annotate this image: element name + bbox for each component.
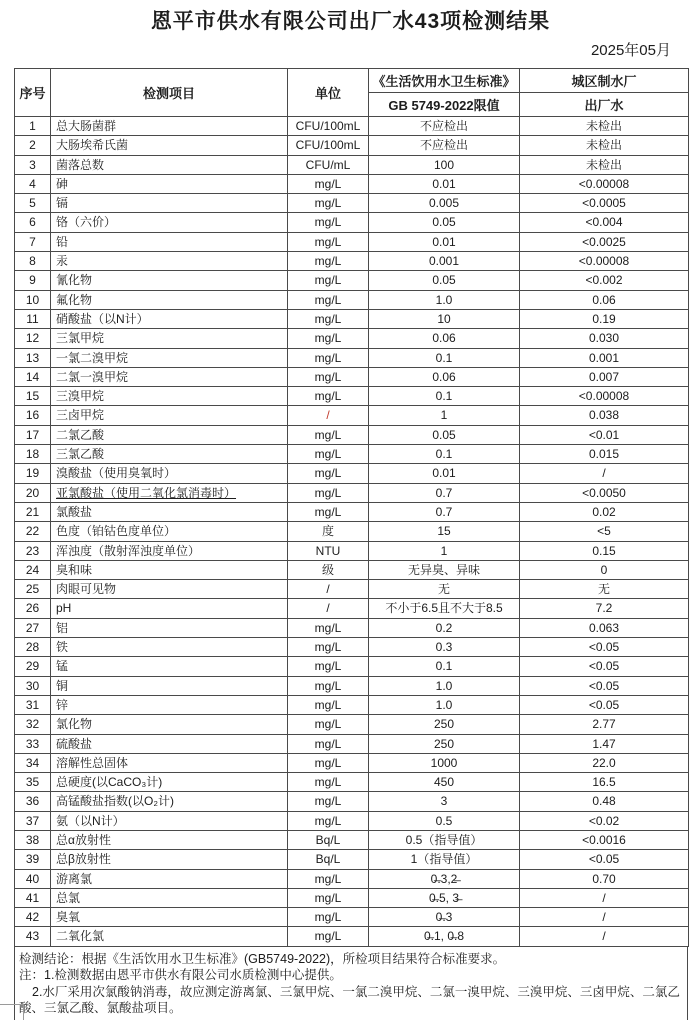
cell-unit: mg/L [288,194,369,213]
cell-result: 0 [520,560,689,579]
table-row [15,194,689,213]
table-row [15,638,689,657]
table-row [15,811,689,830]
cell-result: 未检出 [520,117,689,136]
cell-limit: 1（指导值） [369,850,520,869]
cell-item: 总硬度(以CaCO₃计) [51,773,288,792]
cell-limit: 无 [369,580,520,599]
cell-unit: mg/L [288,252,369,271]
cell-item: 总大肠菌群 [51,117,288,136]
cell-no: 7 [15,232,51,251]
cell-unit: mg/L [288,464,369,483]
cell-result: 1.47 [520,734,689,753]
header-col-unit: 单位 [288,69,369,117]
cell-item: 总β放射性 [51,850,288,869]
header-outlet-water: 出厂水 [520,93,689,117]
cell-result: 未检出 [520,136,689,155]
cell-limit: 0.01 [369,232,520,251]
cell-unit: mg/L [288,348,369,367]
cell-unit: mg/L [288,232,369,251]
cell-item: 三溴甲烷 [51,387,288,406]
cell-unit: mg/L [288,309,369,328]
cell-limit: 0.3 [369,638,520,657]
cell-limit: 0̶.3 [369,908,520,927]
cell-result: 0.70 [520,869,689,888]
cell-unit: NTU [288,541,369,560]
table-row [15,773,689,792]
cell-no: 27 [15,618,51,637]
cell-limit: 1.0 [369,676,520,695]
cell-unit: mg/L [288,425,369,444]
table-row [15,232,689,251]
page-edge-artifact [0,1004,24,1020]
cell-no: 39 [15,850,51,869]
cell-no: 23 [15,541,51,560]
table-row [15,367,689,386]
table-row [15,290,689,309]
cell-item: 硝酸盐（以N计） [51,309,288,328]
table-row [15,908,689,927]
cell-item: 铜 [51,676,288,695]
cell-unit: mg/L [288,888,369,907]
table-row [15,406,689,425]
cell-limit: 10 [369,309,520,328]
cell-result: 2.77 [520,715,689,734]
cell-no: 20 [15,483,51,502]
cell-no: 24 [15,560,51,579]
cell-result: <0.0005 [520,194,689,213]
header-col-no: 序号 [15,69,51,117]
cell-limit: 0.001 [369,252,520,271]
cell-limit: 0̶.1, 0̶.8 [369,927,520,946]
table-row [15,618,689,637]
cell-item: 氨（以N计） [51,811,288,830]
cell-item: 三卤甲烷 [51,406,288,425]
cell-unit: mg/L [288,445,369,464]
cell-item: 氯化物 [51,715,288,734]
cell-limit: 0.1 [369,657,520,676]
cell-result: 0.06 [520,290,689,309]
cell-limit: 250 [369,715,520,734]
cell-item: 总氯 [51,888,288,907]
cell-result: 0.063 [520,618,689,637]
table-header [15,69,689,117]
cell-no: 35 [15,773,51,792]
cell-unit: mg/L [288,367,369,386]
cell-no: 16 [15,406,51,425]
cell-result: <0.01 [520,425,689,444]
cell-no: 34 [15,753,51,772]
cell-no: 22 [15,522,51,541]
table-row [15,445,689,464]
cell-limit: 250 [369,734,520,753]
cell-limit: 不应检出 [369,136,520,155]
table-row [15,329,689,348]
cell-result: <0.0016 [520,830,689,849]
cell-result: 0.007 [520,367,689,386]
table-row [15,348,689,367]
cell-item: 二氯一溴甲烷 [51,367,288,386]
cell-unit: mg/L [288,638,369,657]
cell-item: 游离氯 [51,869,288,888]
table-row [15,464,689,483]
cell-result: 未检出 [520,155,689,174]
table-row [15,271,689,290]
cell-unit: mg/L [288,734,369,753]
cell-result: <0.00008 [520,252,689,271]
cell-item: 氟化物 [51,290,288,309]
cell-result: 0.001 [520,348,689,367]
table-row [15,483,689,502]
cell-no: 5 [15,194,51,213]
table-row [15,715,689,734]
cell-limit: 1 [369,541,520,560]
cell-limit: 0.06 [369,329,520,348]
cell-no: 41 [15,888,51,907]
cell-item: 大肠埃希氏菌 [51,136,288,155]
cell-limit: 0.06 [369,367,520,386]
cell-no: 33 [15,734,51,753]
table-row [15,522,689,541]
cell-no: 43 [15,927,51,946]
cell-result: / [520,927,689,946]
cell-limit: 0̶.5, 3̶ [369,888,520,907]
cell-limit: 0.7 [369,483,520,502]
cell-result: <0.05 [520,657,689,676]
cell-result: 0.48 [520,792,689,811]
header-standard-title: 《生活饮用水卫生标准》 [369,69,520,93]
cell-no: 6 [15,213,51,232]
cell-result: 0.030 [520,329,689,348]
cell-no: 28 [15,638,51,657]
cell-item: pH [51,599,288,618]
cell-unit: mg/L [288,387,369,406]
table-row [15,695,689,714]
cell-no: 18 [15,445,51,464]
cell-unit: mg/L [288,715,369,734]
header-row-1 [15,69,689,93]
cell-limit: 1000 [369,753,520,772]
cell-limit: 0.5（指导值） [369,830,520,849]
cell-limit: 不应检出 [369,117,520,136]
cell-result: 0.19 [520,309,689,328]
table-row [15,309,689,328]
cell-item: 镉 [51,194,288,213]
cell-result: 无 [520,580,689,599]
table-row [15,888,689,907]
cell-item: 臭氧 [51,908,288,927]
table-row [15,502,689,521]
cell-unit: mg/L [288,811,369,830]
cell-no: 4 [15,174,51,193]
cell-result: <0.05 [520,638,689,657]
cell-no: 26 [15,599,51,618]
table-row [15,387,689,406]
cell-no: 38 [15,830,51,849]
cell-item: 亚氯酸盐（使用二氧化氯消毒时） [51,483,288,502]
header-plant-name: 城区制水厂 [520,69,689,93]
cell-no: 12 [15,329,51,348]
cell-result: <0.00008 [520,174,689,193]
cell-no: 3 [15,155,51,174]
cell-limit: 无异臭、异味 [369,560,520,579]
cell-unit: mg/L [288,676,369,695]
cell-unit: mg/L [288,618,369,637]
cell-limit: 不小于6.5且不大于8.5 [369,599,520,618]
cell-unit: CFU/mL [288,155,369,174]
cell-item: 二氧化氯 [51,927,288,946]
cell-result: <0.0025 [520,232,689,251]
cell-result: <0.00008 [520,387,689,406]
cell-result: / [520,908,689,927]
cell-no: 30 [15,676,51,695]
cell-unit: CFU/100mL [288,136,369,155]
cell-unit: / [288,406,369,425]
cell-limit: 0.01 [369,464,520,483]
cell-no: 32 [15,715,51,734]
cell-unit: 级 [288,560,369,579]
cell-limit: 0.005 [369,194,520,213]
cell-unit: mg/L [288,927,369,946]
cell-item: 溶解性总固体 [51,753,288,772]
cell-result: <0.05 [520,695,689,714]
cell-limit: 0.1 [369,445,520,464]
cell-no: 19 [15,464,51,483]
results-table [14,68,689,947]
cell-item: 砷 [51,174,288,193]
cell-no: 37 [15,811,51,830]
cell-unit: mg/L [288,753,369,772]
cell-no: 25 [15,580,51,599]
table-row [15,541,689,560]
cell-unit: mg/L [288,773,369,792]
cell-limit: 1 [369,406,520,425]
cell-item: 铝 [51,618,288,637]
cell-limit: 3 [369,792,520,811]
cell-unit: mg/L [288,483,369,502]
cell-unit: mg/L [288,792,369,811]
cell-no: 31 [15,695,51,714]
cell-limit: 0.01 [369,174,520,193]
cell-limit: 0̶.3,2̶ [369,869,520,888]
cell-limit: 15 [369,522,520,541]
table-row [15,117,689,136]
conclusion-line: 检测结论：根据《生活饮用水卫生标准》(GB5749-2022)，所检项目结果符合标准要求。 [19,951,506,966]
cell-unit: mg/L [288,869,369,888]
cell-limit: 0.05 [369,271,520,290]
cell-unit: mg/L [288,502,369,521]
cell-item: 浑浊度（散射浑浊度单位） [51,541,288,560]
cell-result: <0.002 [520,271,689,290]
cell-item: 铅 [51,232,288,251]
cell-no: 9 [15,271,51,290]
cell-item: 铁 [51,638,288,657]
cell-no: 40 [15,869,51,888]
cell-result: 0.02 [520,502,689,521]
table-row [15,155,689,174]
table-row [15,869,689,888]
cell-item: 二氯乙酸 [51,425,288,444]
cell-result: 7.2 [520,599,689,618]
cell-unit: Bq/L [288,830,369,849]
cell-unit: / [288,599,369,618]
cell-item: 色度（铂钴色度单位） [51,522,288,541]
cell-no: 10 [15,290,51,309]
cell-unit: mg/L [288,290,369,309]
cell-no: 14 [15,367,51,386]
cell-unit: 度 [288,522,369,541]
cell-unit: mg/L [288,174,369,193]
cell-result: <0.004 [520,213,689,232]
table-row [15,792,689,811]
table-row [15,850,689,869]
cell-result: 16.5 [520,773,689,792]
report-date: 2025年05月 [590,42,671,59]
cell-result: 0.15 [520,541,689,560]
cell-result: <5 [520,522,689,541]
cell-unit: mg/L [288,657,369,676]
table-row [15,425,689,444]
cell-limit: 0.1 [369,348,520,367]
page-title: 恩平市供水有限公司出厂水43项检测结果 [150,10,551,33]
table-row [15,927,689,946]
cell-item: 汞 [51,252,288,271]
cell-result: / [520,464,689,483]
cell-no: 15 [15,387,51,406]
cell-item: 三氯甲烷 [51,329,288,348]
table-row [15,830,689,849]
cell-limit: 100 [369,155,520,174]
cell-limit: 1.0 [369,695,520,714]
cell-no: 21 [15,502,51,521]
cell-unit: mg/L [288,271,369,290]
cell-no: 11 [15,309,51,328]
cell-no: 13 [15,348,51,367]
table-row [15,676,689,695]
cell-limit: 0.05 [369,425,520,444]
cell-unit: mg/L [288,213,369,232]
cell-item: 锌 [51,695,288,714]
table-body [15,117,689,947]
table-row [15,213,689,232]
cell-no: 36 [15,792,51,811]
cell-item: 氰化物 [51,271,288,290]
table-row [15,136,689,155]
cell-limit: 1.0 [369,290,520,309]
header-col-item: 检测项目 [51,69,288,117]
cell-item: 铬（六价） [51,213,288,232]
cell-no: 17 [15,425,51,444]
cell-result: 22.0 [520,753,689,772]
table-row [15,657,689,676]
cell-result: <0.0050 [520,483,689,502]
cell-item: 氯酸盐 [51,502,288,521]
cell-no: 1 [15,117,51,136]
cell-item: 三氯乙酸 [51,445,288,464]
table-row [15,174,689,193]
table-row [15,599,689,618]
cell-item: 臭和味 [51,560,288,579]
cell-unit: mg/L [288,908,369,927]
cell-item: 锰 [51,657,288,676]
cell-item: 溴酸盐（使用臭氧时） [51,464,288,483]
cell-result: <0.05 [520,676,689,695]
table-row [15,734,689,753]
cell-unit: / [288,580,369,599]
cell-no: 29 [15,657,51,676]
cell-limit: 0.2 [369,618,520,637]
cell-no: 8 [15,252,51,271]
header-standard-code: GB 5749-2022限值 [369,93,520,117]
cell-item: 硫酸盐 [51,734,288,753]
cell-no: 42 [15,908,51,927]
cell-limit: 0.7 [369,502,520,521]
table-row [15,252,689,271]
cell-result: / [520,888,689,907]
cell-limit: 0.1 [369,387,520,406]
cell-unit: mg/L [288,329,369,348]
cell-unit: mg/L [288,695,369,714]
cell-result: 0.038 [520,406,689,425]
cell-result: <0.02 [520,811,689,830]
cell-no: 2 [15,136,51,155]
table-row [15,560,689,579]
cell-limit: 450 [369,773,520,792]
cell-limit: 0.5 [369,811,520,830]
note-line-2: 2.水厂采用次氯酸钠消毒，故应测定游离氯、三氯甲烷、一氯二溴甲烷、二氯一溴甲烷、三溴甲烷、三卤甲烷、二氯乙酸、三氯乙酸、氯酸盐项目。 [19,984,680,1016]
cell-item: 肉眼可见物 [51,580,288,599]
table-row [15,753,689,772]
cell-limit: 0.05 [369,213,520,232]
note-line-1: 注：1.检测数据由恩平市供水有限公司水质检测中心提供。 [19,968,342,983]
cell-item: 高锰酸盐指数(以O₂计) [51,792,288,811]
cell-item: 总α放射性 [51,830,288,849]
cell-item: 一氯二溴甲烷 [51,348,288,367]
cell-unit: CFU/100mL [288,117,369,136]
cell-result: <0.05 [520,850,689,869]
cell-unit: Bq/L [288,850,369,869]
footer-notes [14,947,688,1020]
cell-result: 0.015 [520,445,689,464]
cell-item: 菌落总数 [51,155,288,174]
table-row [15,580,689,599]
